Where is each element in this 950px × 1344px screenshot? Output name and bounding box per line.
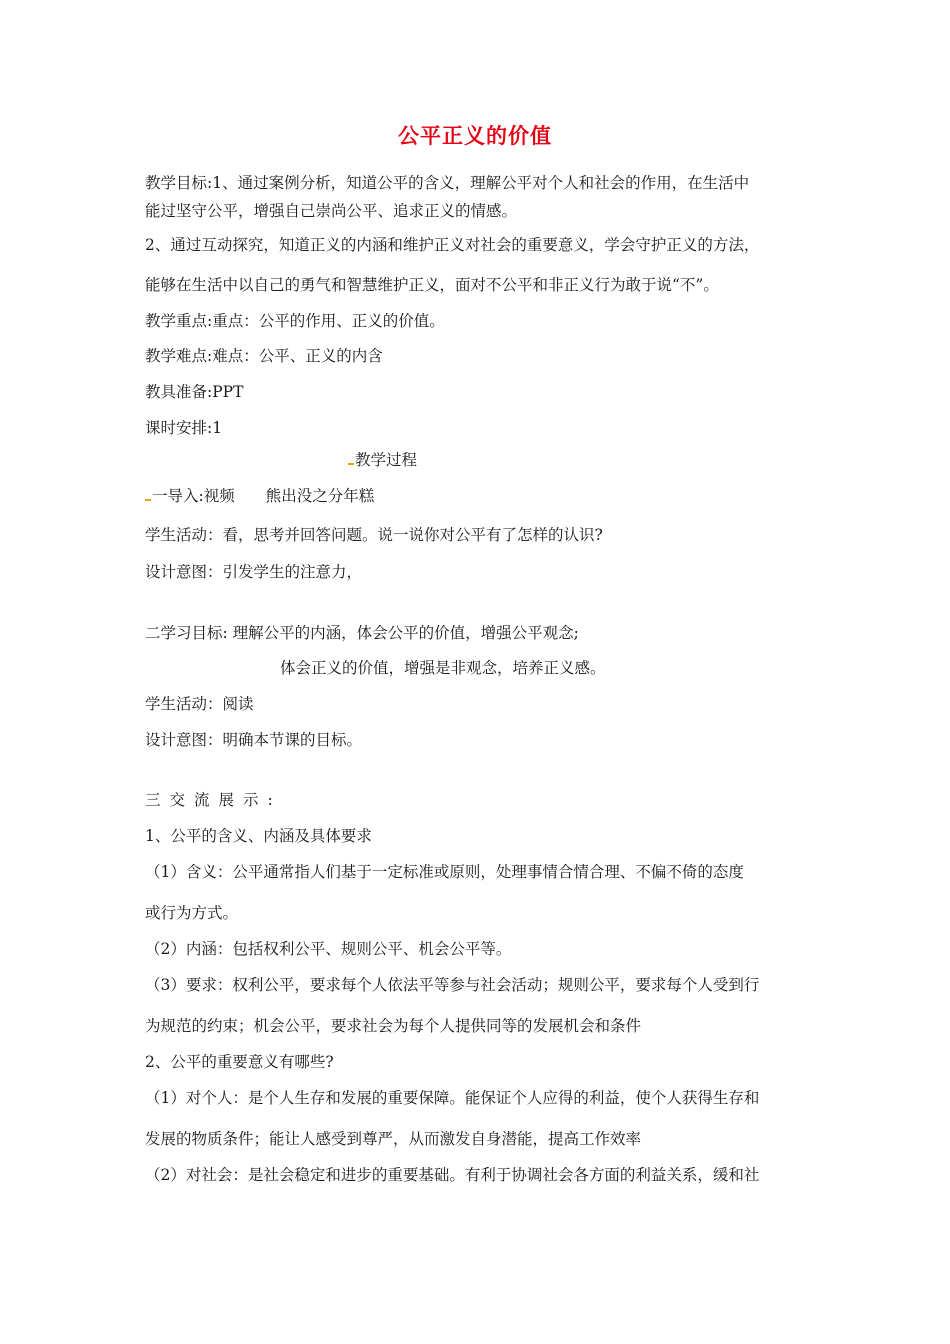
item2-society-a: （2）对社会：是社会稳定和进步的重要基础。有利于协调社会各方面的利益关系，缓和社 (145, 1166, 760, 1184)
materials: 教具准备:PPT (145, 383, 244, 401)
edit-mark (145, 499, 151, 501)
item1-meaning-b: 或行为方式。 (145, 904, 239, 922)
schedule: 课时安排:1 (145, 419, 223, 437)
item1-connotation: （2）内涵：包括权利公平、规则公平、机会公平等。 (145, 940, 512, 958)
objectives-line-3: 2、通过互动探究，知道正义的内涵和维护正义对社会的重要意义，学会守护正义的方法， (145, 236, 760, 254)
item1-requirement-b: 为规范的约束；机会公平，要求社会为每个人提供同等的发展机会和条件 (145, 1017, 642, 1035)
item2-personal-a: （1）对个人：是个人生存和发展的重要保障。能保证个人应得的利益，使个人获得生存和 (145, 1089, 760, 1107)
item1-meaning-a: （1）含义：公平通常指人们基于一定标准或原则，处理事情合情合理、不偏不倚的态度 (145, 863, 744, 881)
intro-intent: 设计意图：引发学生的注意力， (145, 563, 363, 581)
item1-requirement-a: （3）要求：权利公平，要求每个人依法平等参与社会活动；规则公平，要求每个人受到行 (145, 976, 760, 994)
item1-heading: 1、公平的含义、内涵及具体要求 (145, 827, 372, 845)
goals-activity: 学生活动：阅读 (145, 695, 254, 713)
intro-text: 一导入:视频 熊出没之分年糕 (152, 487, 375, 505)
difficulties: 教学难点:难点：公平、正义的内含 (145, 347, 383, 365)
objectives-line-2: 能过坚守公平，增强自己崇尚公平、追求正义的情感。 (145, 202, 518, 220)
objectives-line-1: 教学目标:1、通过案例分析，知道公平的含义，理解公平对个人和社会的作用，在生活中 (145, 174, 750, 192)
objectives-line-4: 能够在生活中以自己的勇气和智慧维护正义，面对不公平和非正义行为敢于说“不”。 (145, 276, 719, 294)
intro-activity: 学生活动：看，思考并回答问题。说一说你对公平有了怎样的认识? (145, 526, 603, 544)
key-points: 教学重点:重点：公平的作用、正义的价值。 (145, 312, 445, 330)
goals-line-1: 二学习目标: 理解公平的内涵，体会公平的价值，增强公平观念; (145, 624, 579, 642)
process-heading-text: 教学过程 (355, 451, 418, 469)
intro-line (145, 486, 374, 506)
document-title: 公平正义的价值 (398, 124, 552, 148)
edit-mark (348, 463, 354, 465)
item2-heading: 2、公平的重要意义有哪些? (145, 1053, 334, 1071)
item2-personal-b: 发展的物质条件；能让人感受到尊严，从而激发自身潜能，提高工作效率 (145, 1130, 642, 1148)
process-heading (348, 450, 417, 470)
goals-intent: 设计意图：明确本节课的目标。 (145, 731, 363, 749)
goals-line-2: 体会正义的价值，增强是非观念，培养正义感。 (280, 659, 606, 677)
exchange-heading: 三交流展示: (145, 791, 282, 809)
